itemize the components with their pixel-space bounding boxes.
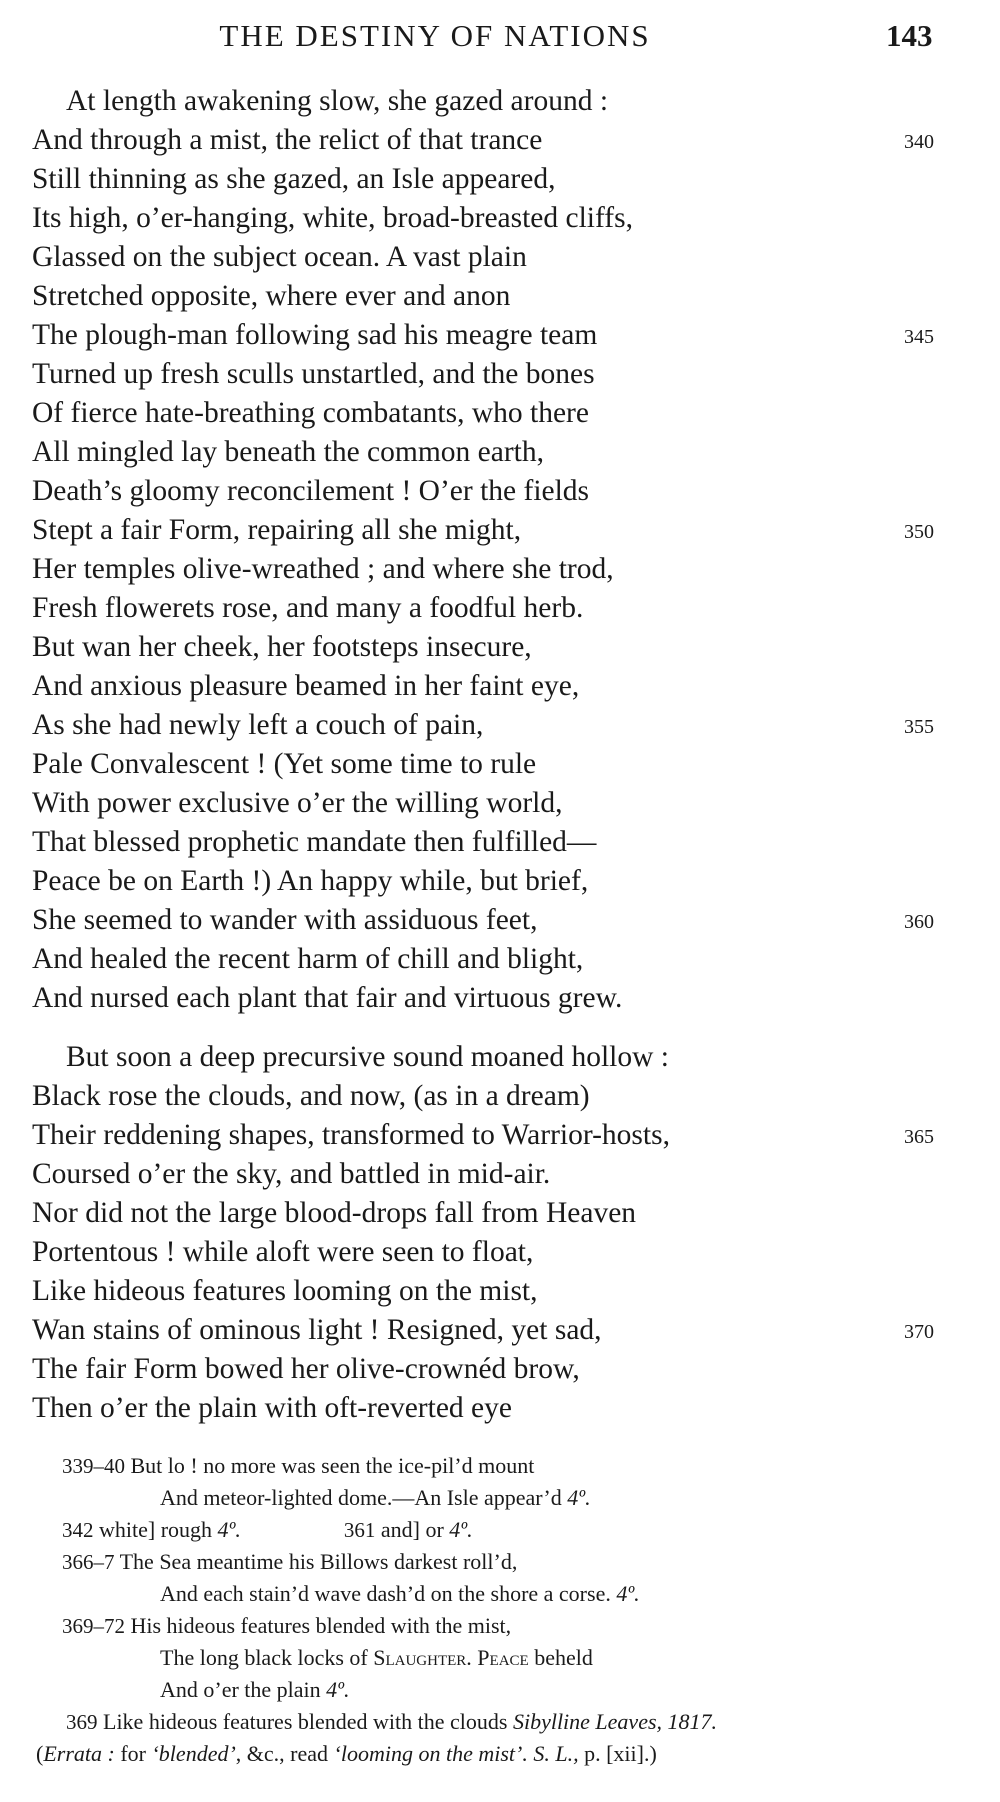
footnote-369-72-cont (62, 1642, 982, 1674)
errata-quote: ‘blended’ (151, 1741, 236, 1766)
verse-line (32, 706, 952, 745)
errata-text: , &c., read (235, 1741, 329, 1766)
footnote-text: His hideous features blended with the mist, (130, 1613, 512, 1638)
verse-text: Still thinning as she gazed, an Isle appeared, (32, 163, 556, 195)
verse-text: And anxious pleasure beamed in her faint eye, (32, 670, 580, 702)
verse-line (32, 1311, 952, 1350)
stanza (32, 82, 952, 1018)
errata-note (36, 1738, 982, 1770)
footnote-text: and] or (380, 1517, 444, 1542)
verse-text: All mingled lay beneath the common earth, (32, 436, 545, 468)
verse-line (32, 1233, 952, 1272)
verse-line (32, 940, 952, 979)
footnote-text: And each stain’d wave dash’d on the shore a corse. (160, 1581, 611, 1606)
footnote-339-40 (62, 1450, 982, 1482)
verse-line (32, 238, 952, 277)
footnote-ref: 361 (343, 1518, 376, 1542)
verse-line (32, 1194, 952, 1233)
verse-text: Turned up fresh sculls unstartled, and the bones (32, 358, 595, 390)
verse-line (32, 1350, 952, 1389)
verse-text: Then o’er the plain with oft-reverted eye (32, 1392, 512, 1424)
errata-quote: ‘looming on the mist’. (333, 1741, 528, 1766)
verse-text: Peace be on Earth !) An happy while, but brief, (32, 865, 589, 897)
verse-line (32, 1116, 952, 1155)
verse-text: And healed the recent harm of chill and blight, (32, 943, 584, 975)
footnote-text: And o’er the plain (160, 1677, 321, 1702)
verse-text: Nor did not the large blood-drops fall from Heaven (32, 1197, 637, 1229)
verse-line (32, 433, 952, 472)
verse-line (32, 277, 952, 316)
verse-text: At length awakening slow, she gazed around : (66, 85, 609, 117)
verse-text: Its high, o’er-hanging, white, broad-breasted cliffs, (32, 202, 633, 234)
footnote-text: And meteor-lighted dome.—An Isle appear’d (160, 1485, 562, 1510)
verse-line (32, 589, 952, 628)
verse-line (32, 667, 952, 706)
footnote-text: white] rough (99, 1517, 213, 1542)
footnote-source: Sibylline Leaves, 1817. (512, 1709, 718, 1734)
verse-line (32, 1155, 952, 1194)
footnote-text: The Sea meantime his Billows darkest roll’d, (119, 1549, 518, 1574)
verse-line (32, 784, 952, 823)
verse-text: Portentous ! while aloft were seen to float, (32, 1236, 534, 1268)
errata-source: S. L., (533, 1741, 579, 1766)
verse-line (32, 901, 952, 940)
footnote-source: 4º. (217, 1517, 241, 1542)
verse-text: But soon a deep precursive sound moaned hollow : (66, 1041, 669, 1073)
verse-line (32, 121, 952, 160)
line-number: 370 (904, 1321, 934, 1343)
line-number: 365 (904, 1126, 934, 1148)
verse-line (32, 550, 952, 589)
verse-text: And nursed each plant that fair and virtuous grew. (32, 982, 623, 1014)
errata-open: ( (36, 1741, 44, 1766)
verse-line (32, 1038, 952, 1077)
verse-line (32, 1272, 952, 1311)
poem-text (32, 82, 952, 1428)
footnote-369 (66, 1706, 982, 1738)
verse-text: The fair Form bowed her olive-crownéd brow, (32, 1353, 580, 1385)
verse-text: Of fierce hate-breathing combatants, who there (32, 397, 589, 429)
verse-line (32, 979, 952, 1018)
verse-text: The plough-man following sad his meagre team (32, 319, 598, 351)
running-title: THE DESTINY OF NATIONS (219, 18, 651, 53)
footnote-text: But lo ! no more was seen the ice-pil’d mount (130, 1453, 535, 1478)
verse-text: Fresh flowerets rose, and many a foodful herb. (32, 592, 584, 624)
verse-text: Stept a fair Form, repairing all she might, (32, 514, 522, 546)
verse-line (32, 394, 952, 433)
verse-line (32, 316, 952, 355)
verse-line (32, 511, 952, 550)
footnote-source: 4º. (449, 1517, 473, 1542)
verse-text: Glassed on the subject ocean. A vast plain (32, 241, 527, 273)
footnote-source: 4º. (616, 1581, 640, 1606)
line-number: 350 (904, 521, 934, 543)
verse-text: Stretched opposite, where ever and anon (32, 280, 511, 312)
verse-text: Wan stains of ominous light ! Resigned, yet sad, (32, 1314, 602, 1346)
footnote-ref: 369 (66, 1710, 98, 1734)
verse-text: And through a mist, the relict of that trance (32, 124, 543, 156)
verse-text: Coursed o’er the sky, and battled in mid-air. (32, 1158, 551, 1190)
footnote-366-7 (62, 1546, 982, 1578)
errata-page: p. [xii].) (584, 1741, 657, 1766)
verse-text: Black rose the clouds, and now, (as in a dream) (32, 1080, 590, 1112)
verse-text: Pale Convalescent ! (Yet some time to rule (32, 748, 537, 780)
footnote-text: beheld (534, 1645, 593, 1670)
verse-text: With power exclusive o’er the willing world, (32, 787, 563, 819)
page-number: 143 (886, 18, 933, 53)
footnote-ref: 339–40 (62, 1454, 125, 1478)
footnote-source: 4º. (567, 1485, 591, 1510)
verse-text: Her temples olive-wreathed ; and where she trod, (32, 553, 614, 585)
line-number: 345 (904, 326, 934, 348)
footnote-369-72 (62, 1610, 982, 1642)
errata-label: Errata : (43, 1741, 115, 1766)
footnote-342-361 (62, 1514, 982, 1546)
verse-text: But wan her cheek, her footsteps insecure, (32, 631, 532, 663)
verse-line (32, 199, 952, 238)
verse-line (32, 1077, 952, 1116)
footnote-ref: 366–7 (62, 1550, 115, 1574)
footnotes (36, 1450, 982, 1770)
stanza (32, 1038, 952, 1428)
footnote-ref: 342 (62, 1518, 94, 1542)
footnote-text: Like hideous features blended with the clouds (103, 1709, 508, 1734)
verse-line (32, 472, 952, 511)
verse-text: She seemed to wander with assiduous feet, (32, 904, 538, 936)
line-number: 340 (904, 131, 934, 153)
running-head (0, 16, 1000, 56)
verse-text: Death’s gloomy reconcilement ! O’er the fields (32, 475, 590, 507)
footnote-text: The long black locks of (160, 1645, 368, 1670)
verse-text: Their reddening shapes, transformed to Warrior-hosts, (32, 1119, 670, 1151)
errata-text: for (120, 1741, 146, 1766)
verse-line (32, 82, 952, 121)
verse-line (32, 823, 952, 862)
footnote-339-40-cont (62, 1482, 982, 1514)
verse-line (32, 355, 952, 394)
footnote-source: 4º. (326, 1677, 350, 1702)
verse-line (32, 628, 952, 667)
verse-text: That blessed prophetic mandate then fulfilled— (32, 826, 597, 858)
footnote-ref: 369–72 (62, 1614, 125, 1638)
verse-line (32, 160, 952, 199)
verse-text: As she had newly left a couch of pain, (32, 709, 484, 741)
line-number: 355 (904, 716, 934, 738)
footnote-369-72-cont2 (62, 1674, 982, 1706)
line-number: 360 (904, 911, 934, 933)
verse-line (32, 1389, 952, 1428)
verse-text: Like hideous features looming on the mist, (32, 1275, 538, 1307)
footnote-366-7-cont (62, 1578, 982, 1610)
footnote-smallcaps: Slaughter. (373, 1645, 472, 1670)
verse-line (32, 745, 952, 784)
verse-line (32, 862, 952, 901)
footnote-smallcaps: Peace (477, 1645, 529, 1670)
